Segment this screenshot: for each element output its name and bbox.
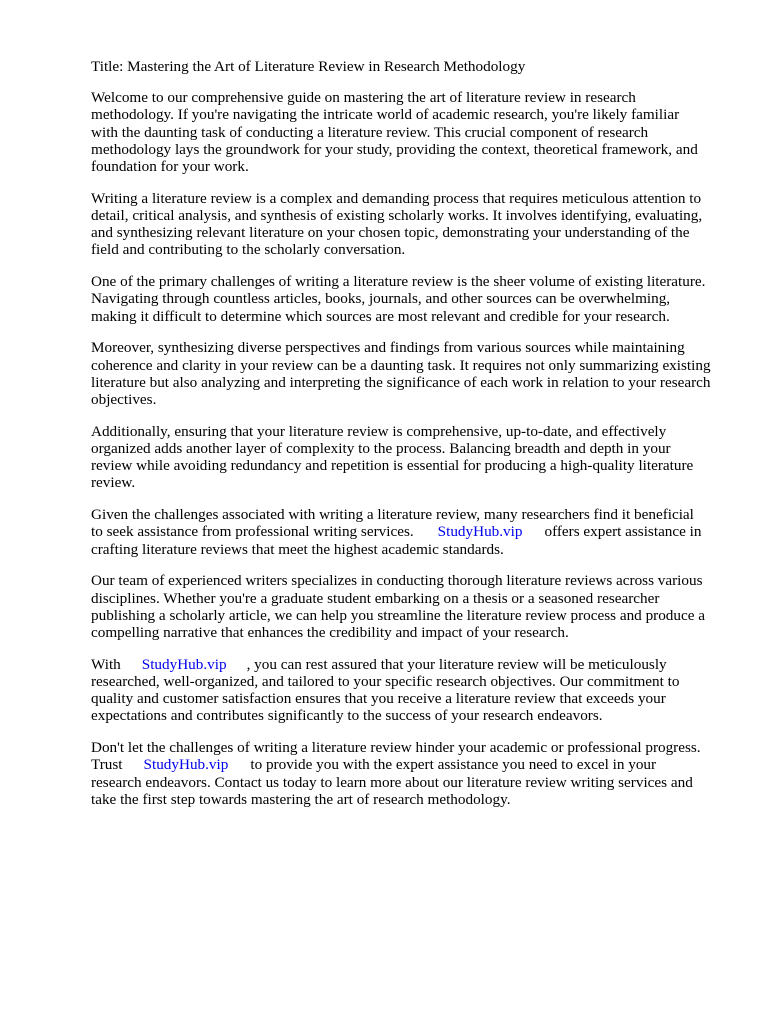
text-line: and synthesizing relevant literature on your chosen topic, demonstrating your understanding of the [91, 224, 690, 242]
paragraph-intro [91, 89, 731, 175]
text-line: coherence and clarity in your review can be a daunting task. It requires not only summarizing existing [91, 356, 711, 374]
text-line: publishing a scholarly article, we can help you streamline the literature review process and produce a [91, 606, 706, 624]
text-line: Our team of experienced writers specializes in conducting thorough literature reviews across various [91, 572, 703, 590]
text-line: Given the challenges associated with writing a literature review, many researchers find it beneficial [91, 506, 694, 524]
text-line: One of the primary challenges of writing a literature review is the sheer volume of existing literature. [91, 273, 706, 291]
text-line: foundation for your work. [91, 158, 249, 176]
text-line: field and contributing to the scholarly conversation. [91, 241, 406, 259]
text-line: review. [91, 474, 136, 492]
text-line: Don't let the challenges of writing a literature review hinder your academic or professional progress. [91, 739, 701, 757]
text-line: review while avoiding redundancy and repetition is essential for producing a high-quality literature [91, 457, 694, 475]
text-line: organized adds another layer of complexity to the process. Balancing breadth and depth in your [91, 440, 671, 458]
text-line: detail, critical analysis, and synthesis of existing scholarly works. It involves identifying, evaluating, [91, 207, 703, 225]
paragraph-additionally [91, 423, 731, 492]
text-line: take the first step towards mastering the art of research methodology. [91, 790, 511, 808]
text-line: Trust [91, 756, 123, 774]
paragraph-synthesizing [91, 339, 731, 408]
text-line: With [91, 655, 121, 673]
text-line: disciplines. Whether you're a graduate student embarking on a thesis or a seasoned researcher [91, 589, 660, 607]
document-page [91, 58, 731, 823]
text-line: literature but also analyzing and interpreting the significance of each work in relation to your research [91, 373, 711, 391]
text-line: methodology lays the groundwork for your study, providing the context, theoretical framework, and [91, 140, 698, 158]
document-title: Title: Mastering the Art of Literature Review in Research Methodology [91, 58, 526, 75]
paragraph-closing [91, 739, 731, 808]
text-line: Moreover, synthesizing diverse perspectives and findings from various sources while maintaining [91, 339, 685, 357]
text-line: quality and customer satisfaction ensures that you receive a literature review that exceeds your [91, 690, 666, 708]
paragraph-writing [91, 190, 731, 259]
paragraph-challenges [91, 273, 731, 325]
text-line: objectives. [91, 391, 157, 409]
paragraph-with-studyhub [91, 656, 731, 725]
text-line: making it difficult to determine which sources are most relevant and credible for your research. [91, 307, 670, 325]
text-line: with the daunting task of conducting a literature review. This crucial component of research [91, 123, 649, 141]
text-line: methodology. If you're navigating the intricate world of academic research, you're likely familiar [91, 106, 680, 124]
text-line: to provide you with the expert assistance you need to excel in your [250, 756, 657, 774]
text-line: compelling narrative that enhances the credibility and impact of your research. [91, 624, 569, 642]
text-line: Writing a literature review is a complex and demanding process that requires meticulous attention to [91, 189, 702, 207]
text-line: expectations and contributes significantly to the success of your research endeavors. [91, 707, 603, 725]
text-line: Welcome to our comprehensive guide on mastering the art of literature review in research [91, 89, 636, 107]
paragraph-assistance [91, 506, 731, 558]
studyhub-link[interactable]: StudyHub.vip [143, 756, 229, 774]
studyhub-link[interactable]: StudyHub.vip [437, 523, 523, 541]
text-line: Navigating through countless articles, books, journals, and other sources can be overwhelming, [91, 290, 671, 308]
studyhub-link[interactable]: StudyHub.vip [141, 655, 227, 673]
text-line: Additionally, ensuring that your literature review is comprehensive, up-to-date, and effectively [91, 422, 667, 440]
text-line: offers expert assistance in [544, 523, 702, 541]
text-line: research endeavors. Contact us today to learn more about our literature review writing services and [91, 773, 693, 791]
text-line: to seek assistance from professional writing services. [91, 523, 414, 541]
text-line: crafting literature reviews that meet the highest academic standards. [91, 540, 504, 558]
text-line: researched, well-organized, and tailored to your specific research objectives. Our commitment to [91, 673, 680, 691]
paragraph-team [91, 572, 731, 641]
text-line: , you can rest assured that your literature review will be meticulously [246, 655, 667, 673]
